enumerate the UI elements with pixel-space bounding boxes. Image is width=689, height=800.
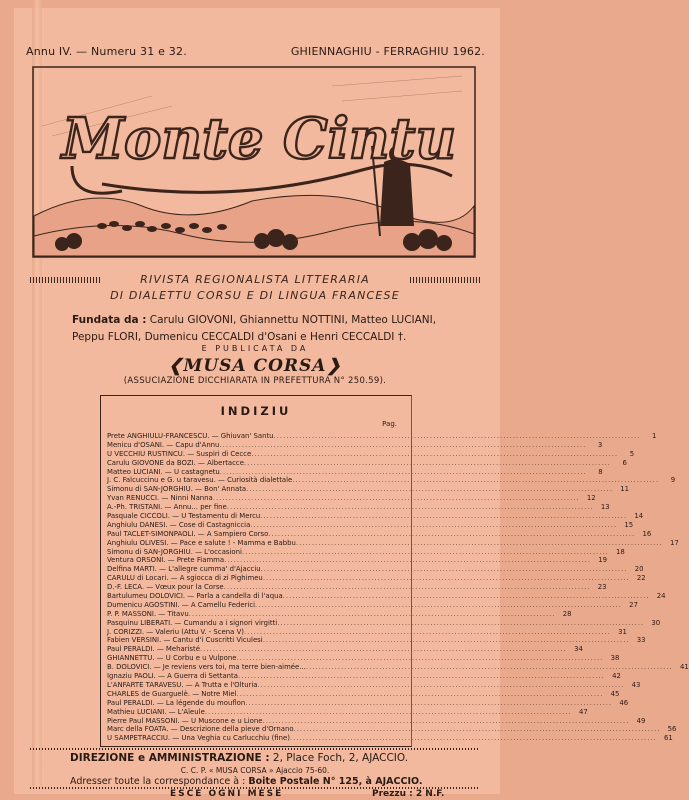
- index-entry-text: Fabien VERSINI. — Cantu d'i Cuscritti Viculesi: [107, 636, 263, 645]
- index-entry-page: 56: [667, 725, 677, 734]
- subtitle-line2: [30, 289, 480, 302]
- index-entry-text: Pasquale CICCOLI. — U Testamentu di Mercu: [107, 512, 261, 521]
- adresser-label: Adresser toute la correspondance à :: [70, 776, 246, 787]
- index-entry: [107, 672, 621, 681]
- index-entry-text: Pierre Paul MASSONI. — U Muscone e u Lione: [107, 716, 263, 725]
- index-entry-page: 38: [610, 654, 620, 663]
- masthead-title: Monte Cintu: [62, 106, 457, 172]
- index-entry-page: 6: [622, 458, 627, 467]
- index-entry-page: 17: [670, 538, 679, 547]
- index-entry-leader: [294, 725, 661, 734]
- index-entry: [107, 689, 620, 699]
- index-entry-leader: [258, 681, 625, 690]
- subtitle-line1: [30, 273, 480, 286]
- index-entry-leader: [255, 601, 622, 610]
- index-entry: [107, 565, 644, 574]
- index-entry-page: 41: [679, 663, 689, 672]
- index-entry-page: 8: [598, 467, 603, 476]
- index-entry-page: 11: [620, 485, 630, 494]
- index-entry-page: 31: [618, 627, 627, 636]
- index-entry-page: 24: [656, 592, 666, 601]
- index-entry-leader: [205, 708, 572, 717]
- direction-label: DIREZIONE e AMMINISTRAZIONE :: [70, 752, 270, 764]
- index-box: [100, 395, 689, 747]
- index-entry-page: 15: [624, 520, 634, 529]
- index-entry-leader: [283, 592, 650, 601]
- index-entry-text: Dumenicu AGOSTINI. — A Camellu Federici: [107, 600, 256, 609]
- index-entry: [107, 432, 657, 441]
- index-entry-text: D.-F. LECA. — Vœux pour la Corse: [107, 583, 224, 592]
- index-entry-page: 30: [651, 618, 661, 627]
- adresser-line: [70, 776, 422, 787]
- index-entry-text: Pasquinu LIBERATI. — Cumandu a i signori virgitti: [107, 618, 278, 627]
- index-entry: [107, 734, 673, 743]
- founders: [72, 312, 444, 346]
- index-entry-leader: [261, 565, 628, 574]
- issue-date: GHIENNAGHIU - FERRAGHIU 1962.: [290, 45, 485, 58]
- index-entry: [107, 725, 677, 734]
- index-entry-text: Anghiulu DANESI. — Cose di Castagniccia: [107, 520, 251, 529]
- index-entry-page: 42: [612, 672, 621, 681]
- index-entry-leader: [268, 530, 635, 539]
- subtitle-text-1: RIVISTA REGIONALISTA LITTERARIA: [140, 273, 370, 286]
- index-entry-page: 3: [597, 440, 603, 449]
- index-entry-text: P. P. MASSONI. — Titavu: [107, 609, 189, 618]
- founders-names-1: Carulu GIOVONI, Ghiannettu NOTTINI, Matteo LUCIANI,: [149, 314, 437, 326]
- index-entry-leader: [224, 556, 591, 565]
- index-entry-leader: [250, 521, 617, 530]
- index-entry-page: 23: [597, 583, 607, 592]
- divider-top: [30, 748, 480, 750]
- frequency: ESCE OGNI MESE: [170, 789, 284, 799]
- association-note: (ASSUCIAZIONE DICCHIARATA IN PREFETTURA N° 250.59).: [123, 376, 387, 386]
- index-entry: [107, 698, 629, 708]
- index-entry: [107, 529, 652, 539]
- index-entry-leader: [238, 672, 605, 681]
- published-by: E PUBLICATA DA: [201, 344, 309, 353]
- index-entry-page: 13: [600, 503, 610, 512]
- index-entry: [107, 574, 646, 583]
- index-entry: [107, 494, 596, 503]
- index-entry-leader: [251, 450, 618, 459]
- index-entry-text: U VECCHIU RUSTINCU. — Suspiri di Cecce: [107, 449, 252, 458]
- index-entry-page: 14: [634, 512, 644, 521]
- index-page-label: Pag.: [382, 420, 397, 428]
- index-entry-leader: [189, 610, 556, 619]
- index-entry-text: GHIANNETTU. — U Corbu e u Vulpone: [107, 654, 237, 663]
- index-entry: [107, 592, 666, 601]
- index-entry: [107, 485, 630, 494]
- index-entry-leader: [237, 690, 604, 699]
- index-entry-page: 27: [629, 600, 638, 609]
- index-entry-leader: [277, 619, 644, 628]
- index-entry-text: Anghiulu OLIVESI. — Pace e salute ! - Mamma e Babbu: [107, 538, 296, 547]
- index-entry: [107, 627, 627, 637]
- index-entry-text: Mathieu LUCIANI. — L'Aïeule: [107, 707, 205, 716]
- index-entry: [107, 636, 646, 645]
- index-entry-leader: [227, 503, 594, 512]
- index-entry-text: Paul PERALDI. — Meharisté: [107, 645, 200, 654]
- index-entry-text: Prete ANGHIULU-FRANCESCU. — Ghiuvan' Santu: [107, 432, 274, 440]
- index-entry: [107, 609, 572, 619]
- index-entry-text: Yvan RENUCCI. — Ninni Nanna: [107, 494, 213, 503]
- adresser-value: Boite Postale N° 125, à AJACCIO.: [248, 776, 423, 787]
- index-entry-leader: [242, 548, 609, 557]
- index-entry-text: J. C. Falcuccinu e G. u taravesu. — Curiosità dialettale: [107, 476, 293, 485]
- ccp-line: C. C. P. « MUSA CORSA » Ajaccio 75-60.: [180, 766, 330, 775]
- index-entry-page: 20: [634, 565, 644, 574]
- index-entry: [107, 449, 635, 459]
- index-entry-page: 19: [598, 556, 607, 565]
- index-entry: [107, 538, 679, 548]
- index-entry-leader: [290, 734, 657, 743]
- publisher-name: ❮MUSA CORSA❯: [168, 356, 342, 376]
- index-entry-page: 28: [562, 609, 572, 618]
- index-entry-text: CARULU di Locari. — A sgiocca di zi Pighimeu: [107, 574, 263, 583]
- index-entry-text: U SAMPETRACCIU. — Una Veghia cu Carlucchiu (fine): [107, 734, 290, 743]
- index-entry: [107, 440, 603, 450]
- index-entry-page: 22: [636, 574, 646, 583]
- index-entry-page: 33: [636, 636, 646, 645]
- index-entry-leader: [263, 636, 630, 645]
- index-entry: [107, 654, 620, 663]
- index-entry-text: CHARLES de Guarguelè. — Notre Miel: [107, 689, 237, 698]
- index-entry-page: 34: [574, 645, 583, 654]
- subtitle-text-2: DI DIALETTU CORSU E DI LINGUA FRANCESE: [110, 289, 400, 302]
- index-entry: [107, 476, 676, 485]
- index-entry-page: 61: [664, 734, 673, 743]
- index-entry: [107, 663, 689, 672]
- masthead-illustration: [32, 66, 476, 258]
- index-entry: [107, 467, 603, 477]
- index-entry: [107, 458, 627, 468]
- index-entry: [107, 583, 607, 592]
- index-entry-text: Simonu di SAN-JORGHIU. — Bon' Annata: [107, 485, 247, 494]
- index-entry: [107, 707, 588, 717]
- index-entry-leader: [306, 663, 673, 672]
- index-entry-text: Paul TACLET-SIMONPAOLI. — A Sampiero Corso: [107, 529, 269, 538]
- index-entry-page: 49: [636, 716, 646, 725]
- index-entry-page: 45: [610, 689, 620, 698]
- index-entry-text: J. CORIZZI. — Valeriu (Attu V. - Scena V): [107, 627, 244, 636]
- index-entry: [107, 618, 661, 628]
- index-entry-leader: [220, 468, 587, 477]
- index-entry-text: A.-Ph. TRISTANI. — Annu... per fine: [107, 503, 227, 512]
- index-entry-page: 12: [586, 494, 596, 503]
- index-entry: [107, 716, 646, 726]
- issue-number: Annu IV. — Numeru 31 e 32.: [26, 45, 187, 58]
- issue-header: [26, 45, 485, 58]
- founded-label: Fundata da :: [72, 314, 147, 326]
- index-list: [107, 432, 689, 743]
- index-entry-text: Simonu di SAN-JORGHIU. — L'occasioni: [107, 547, 242, 556]
- index-entry-page: 43: [631, 680, 641, 689]
- index-entry-leader: [296, 539, 663, 548]
- index-entry-leader: [219, 441, 586, 450]
- index-entry-leader: [260, 512, 627, 521]
- index-entry-text: Menicu d'OSANI. — Capu d'Annu: [107, 440, 220, 449]
- index-entry-leader: [246, 485, 613, 494]
- index-entry-text: Carulu GIOVONE da BOZI. — Albertacce: [107, 458, 244, 467]
- index-entry-leader: [224, 583, 591, 592]
- index-entry-leader: [213, 494, 580, 503]
- index-entry-leader: [274, 432, 641, 441]
- index-entry-text: Delfina MARTI. — L'allegre cumma' d'Ajacciu: [107, 565, 261, 574]
- index-entry-page: 18: [616, 547, 625, 556]
- index-entry-leader: [245, 699, 612, 708]
- founders-names-2: Peppu FLORI, Dumenicu CECCALDI d'Osani e Henri CECCALDI †.: [72, 331, 407, 343]
- index-entry-leader: [244, 459, 611, 468]
- price: Prezzu : 2 N.F.: [372, 789, 445, 799]
- index-entry-page: 1: [652, 432, 657, 440]
- index-entry-leader: [236, 654, 603, 663]
- index-entry: [107, 512, 644, 521]
- index-entry-text: Paul PERALDI. — La légende du mouflon: [107, 698, 246, 707]
- index-entry-text: Matteo LUCIANI. — U castagnetu: [107, 467, 220, 476]
- index-entry: [107, 680, 641, 690]
- index-entry-text: Ventura ORSONI. — Prete Fiamma: [107, 556, 225, 565]
- index-title: INDIZIU: [220, 404, 292, 418]
- index-entry-page: 16: [642, 529, 652, 538]
- index-entry-leader: [263, 574, 630, 583]
- index-entry-leader: [292, 476, 659, 485]
- index-entry: [107, 520, 634, 530]
- index-entry: [107, 547, 625, 557]
- index-entry-text: L'ANFARTE TARAVESU. — A Trutta e l'Olturia: [107, 680, 258, 689]
- index-entry-page: 5: [629, 449, 635, 458]
- index-entry: [107, 600, 638, 610]
- index-entry-page: 47: [578, 707, 588, 716]
- index-entry-leader: [263, 717, 630, 726]
- index-entry: [107, 556, 607, 565]
- direction: [70, 752, 408, 764]
- index-entry-text: Bartulumeu DOLOVICI. — Parla a candella di l'aqua: [107, 592, 283, 601]
- direction-address: 2, Place Foch, 2, AJACCIO.: [272, 752, 409, 764]
- index-entry-leader: [200, 645, 567, 654]
- index-entry: [107, 645, 583, 654]
- index-entry-page: 46: [619, 698, 629, 707]
- index-entry-text: Ignaziu PAOLI. — A Guerra di Settanta: [107, 672, 238, 681]
- index-entry-leader: [244, 628, 611, 637]
- index-entry-text: Marc della FOATA. — Descrizione della pieve d'Ornano: [107, 725, 294, 734]
- index-entry-text: B. DOLOVICI. — Je reviens vers toi, ma terre bien-aimée...: [107, 663, 306, 672]
- index-entry-page: 9: [670, 476, 676, 485]
- index-entry: [107, 503, 610, 512]
